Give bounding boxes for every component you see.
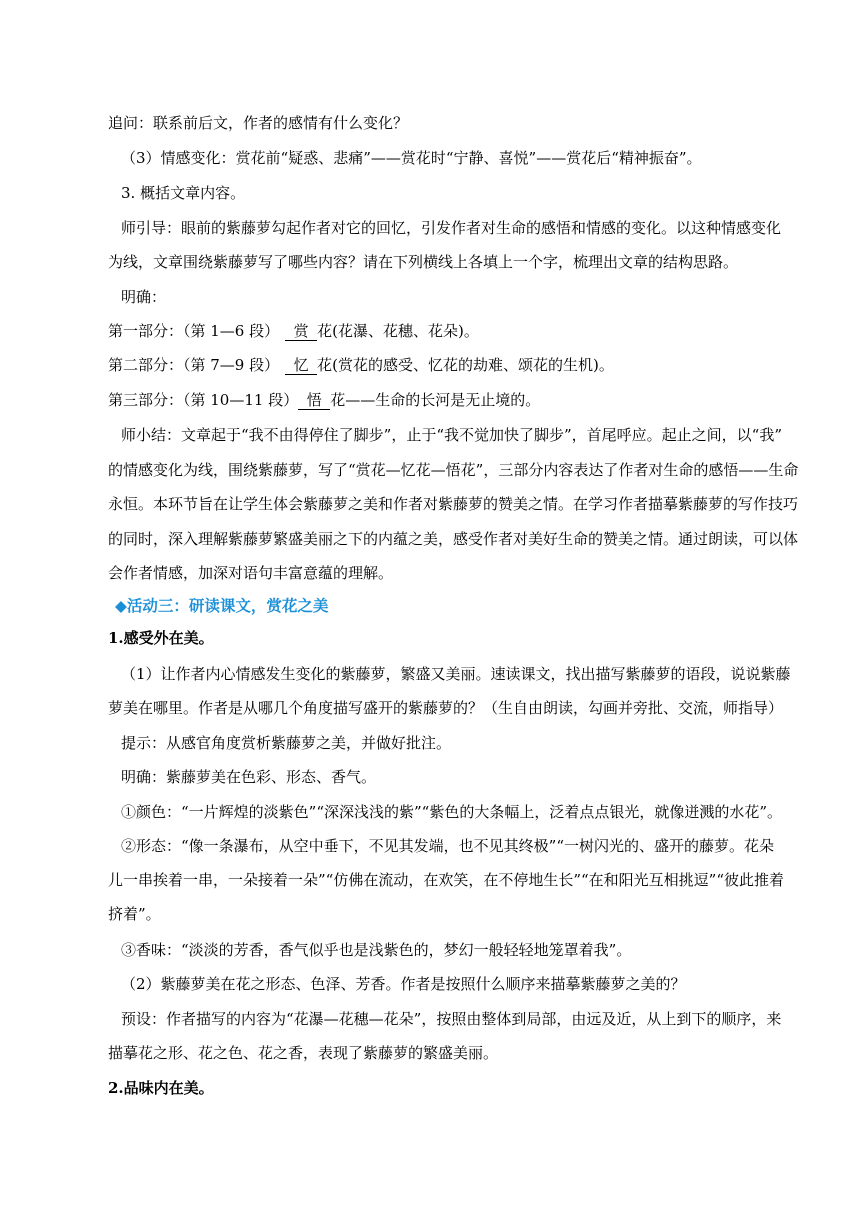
emotion-change: （3）情感变化：赏花前“疑惑、悲痛”——赏花时“宁静、喜悦”——赏花后“精神振奋”。 [121, 149, 702, 167]
summary-line-2: 的情感变化为线，围绕紫藤萝，写了“赏花—忆花—悟花”，三部分内容表达了作者对生命的感悟——生命 [108, 461, 799, 479]
subsection-2-title: 2.品味内在美。 [108, 1079, 214, 1097]
teacher-guide-line-1: 师引导：眼前的紫藤萝勾起作者对它的回忆，引发作者对生命的感悟和情感的变化。以这种情感变化 [121, 219, 782, 237]
color-quote: ①颜色：“一片辉煌的淡紫色”“深深浅浅的紫”“紫色的大条幅上，泛着点点银光，就像迸溅的水花”。 [121, 803, 783, 821]
part-2-fill-blank: 忆 [285, 357, 317, 375]
form-quote-line-2: 儿一串挨着一串，一朵接着一朵”“仿佛在流动，在欢笑，在不停地生长”“在和阳光互相挑逗”“彼此推着 [108, 871, 785, 889]
teacher-guide-line-2: 为线，文章围绕紫藤萝写了哪些内容？请在下列横线上各填上一个字，梳理出文章的结构思路。 [108, 253, 739, 271]
question-1-line-2: 萝美在哪里。作者是从哪几个角度描写盛开的紫藤萝的？（生自由朗读，勾画并旁批、交流，师指导） [108, 699, 784, 717]
part-2-suffix: 花(赏花的感受、忆花的劫难、颂花的生机)。 [317, 356, 614, 374]
part-2 [108, 355, 614, 375]
part-1 [108, 321, 479, 341]
part-1-fill-blank: 赏 [285, 323, 317, 341]
question-1-line-1: （1）让作者内心情感发生变化的紫藤萝，繁盛又美丽。速读课文，找出描写紫藤萝的语段，说说紫藤 [121, 665, 791, 683]
form-quote-line-1: ②形态：“像一条瀑布，从空中垂下，不见其发端，也不见其终极”“一树闪光的、盛开的藤萝。花朵 [121, 837, 775, 855]
part-2-prefix: 第二部分：（第 7—9 段） [108, 356, 280, 374]
summary-line-5: 会作者情感，加深对语句丰富意蕴的理解。 [108, 564, 394, 582]
part-3-prefix: 第三部分：（第 10—11 段） [108, 391, 299, 409]
preset-answer-line-2: 描摹花之形、花之色、花之香，表现了紫藤萝的繁盛美丽。 [108, 1044, 499, 1062]
part-3-fill-blank: 悟 [298, 392, 330, 410]
part-1-prefix: 第一部分：（第 1—6 段） [108, 322, 280, 340]
follow-up-question: 追问：联系前后文，作者的感情有什么变化？ [108, 114, 409, 132]
clarify-label: 明确： [121, 288, 167, 306]
clarify-text: 明确：紫藤萝美在色彩、形态、香气。 [121, 768, 377, 786]
form-quote-line-3: 挤着”。 [108, 905, 161, 923]
part-3 [108, 390, 540, 410]
activity-3-heading: ◆活动三：研读课文，赏花之美 [115, 596, 329, 615]
preset-answer-line-1: 预设：作者描写的内容为“花瀑—花穗—花朵”，按照由整体到局部，由远及近，从上到下的顺序，来 [121, 1010, 782, 1028]
summary-line-4: 的同时，深入理解紫藤萝繁盛美丽之下的内蕴之美，感受作者对美好生命的赞美之情。通过朗读，可以体 [108, 530, 799, 548]
summary-line-3: 永恒。本环节旨在让学生体会紫藤萝之美和作者对紫藤萝的赞美之情。在学习作者描摹紫藤萝的写作技巧 [108, 495, 799, 513]
hint-text: 提示：从感官角度赏析紫藤萝之美，并做好批注。 [121, 734, 452, 752]
smell-quote: ③香味：“淡淡的芳香，香气似乎也是浅紫色的，梦幻一般轻轻地笼罩着我”。 [121, 941, 632, 959]
question-2: （2）紫藤萝美在花之形态、色泽、芳香。作者是按照什么顺序来描摹紫藤萝之美的？ [121, 975, 686, 993]
summary-line-1: 师小结：文章起于“我不由得停住了脚步”，止于“我不觉加快了脚步”，首尾呼应。起止之间，以“我” [121, 426, 783, 444]
section-3-title: 3. 概括文章内容。 [121, 184, 246, 202]
subsection-1-title: 1.感受外在美。 [108, 629, 214, 647]
part-3-suffix: 花——生命的长河是无止境的。 [330, 391, 541, 409]
part-1-suffix: 花(花瀑、花穗、花朵)。 [317, 322, 479, 340]
